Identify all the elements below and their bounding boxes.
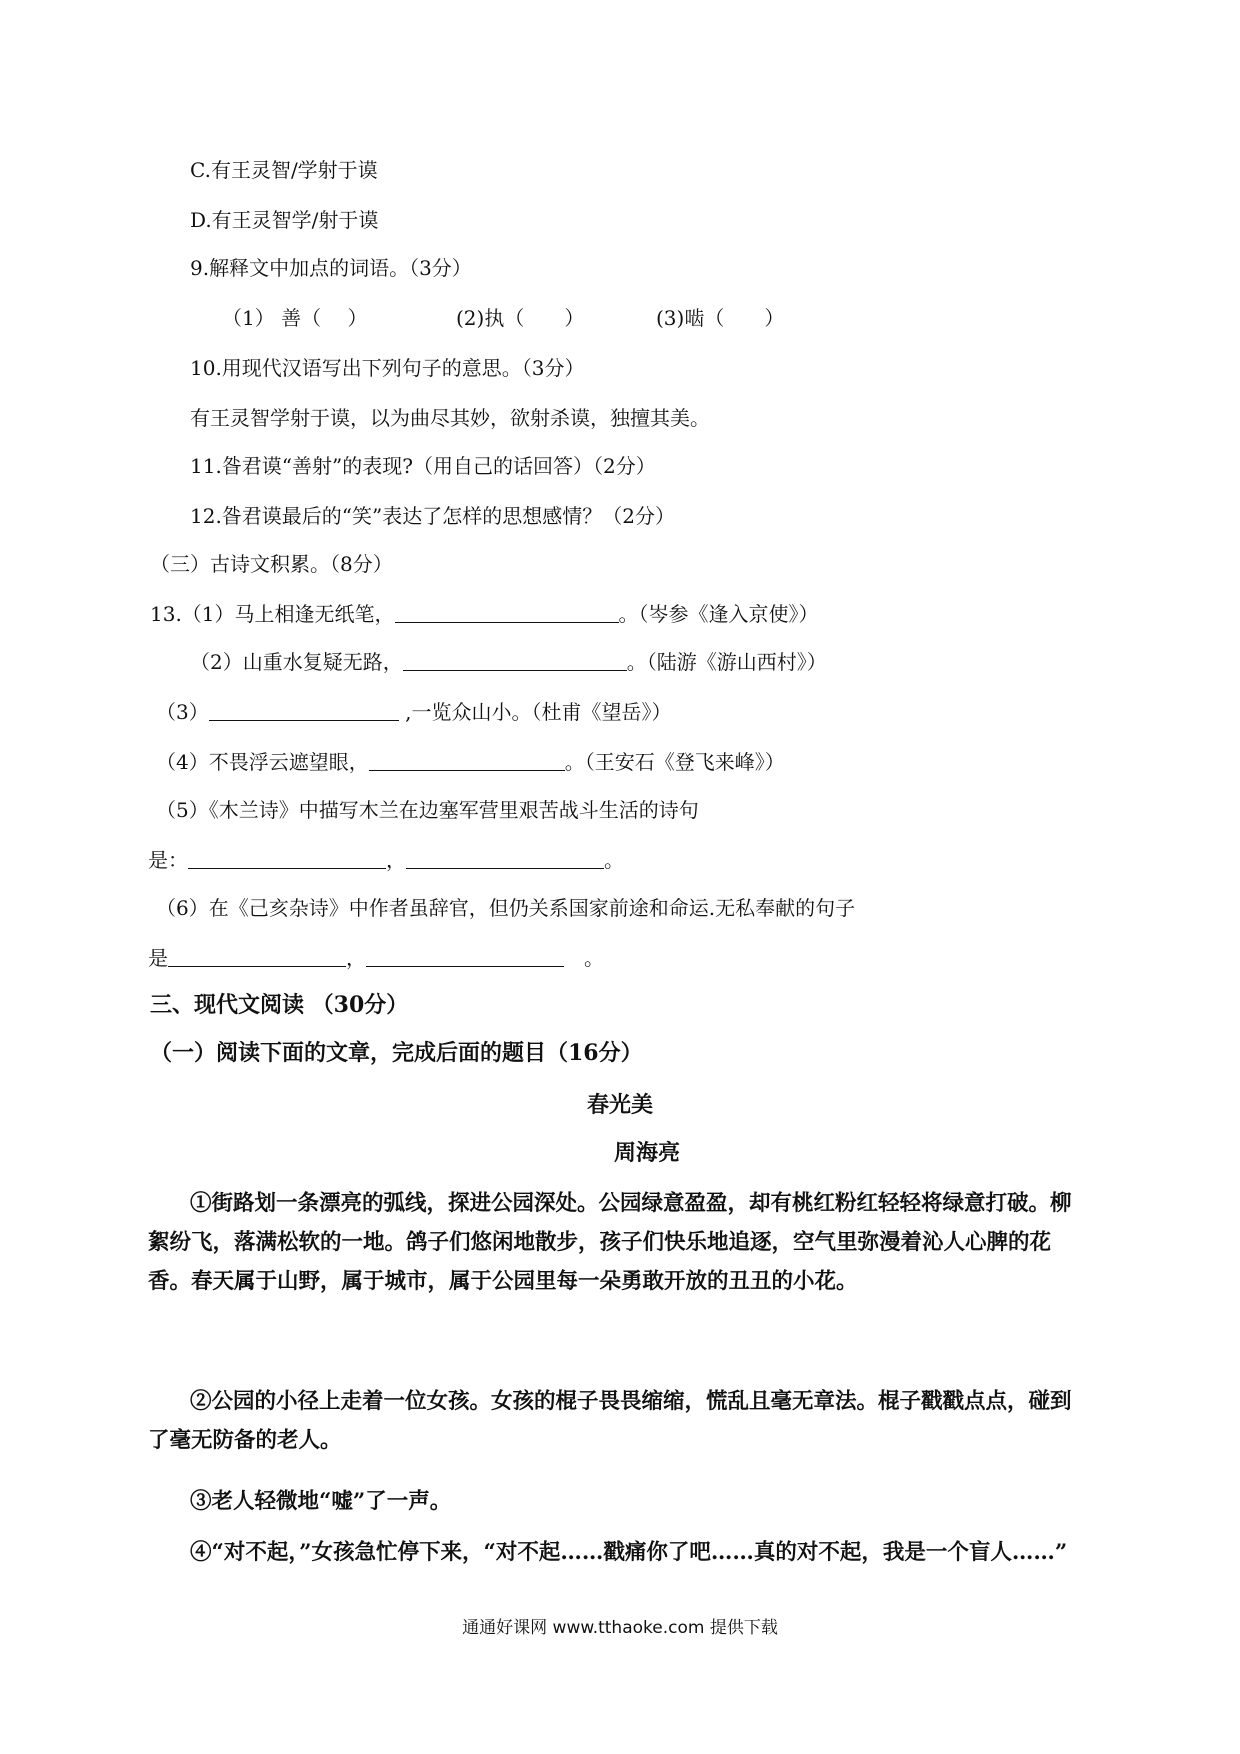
- q13-6-blank-2[interactable]: [366, 944, 564, 967]
- q10-sentence: 有王灵智学射于谟，以为曲尽其妙，欲射杀谟，独擅其美。: [190, 406, 710, 430]
- question-11: 11.昝君谟“善射”的表现?（用自己的话回答）（2分）: [190, 454, 656, 478]
- q13-2: [190, 648, 827, 676]
- article-title: 春光美: [586, 1092, 653, 1118]
- q13-5-blank-1[interactable]: [188, 846, 386, 869]
- q13-5-prefix: 是：: [148, 848, 188, 872]
- q13-3: [156, 698, 671, 726]
- q13-5-answer: [148, 846, 624, 874]
- q13-6-comma: ，: [346, 946, 366, 970]
- section-3-heading: （三）古诗文积累。（8分）: [150, 552, 393, 576]
- q13-3-blank[interactable]: [209, 698, 399, 721]
- page-footer: 通通好课网 www.tthaoke.com 提供下载: [462, 1618, 778, 1638]
- option-c: C.有王灵智/学射于谟: [190, 158, 378, 182]
- article-paragraph-4: ④“对不起，”女孩急忙停下来，“对不起……戳痛你了吧……真的对不起，我是一个盲人……”: [190, 1540, 1068, 1565]
- q13-2-prefix: （2）山重水复疑无路，: [190, 650, 403, 674]
- q13-1-suffix: 。（岑参《逢入京使》）: [618, 602, 819, 626]
- q13-3-prefix: （3）: [156, 700, 209, 724]
- q9-item-3: (3)啮（ ）: [656, 306, 785, 330]
- article-author: 周海亮: [614, 1140, 681, 1166]
- q13-5-period: 。: [604, 848, 624, 872]
- q13-6-prefix: 是: [148, 946, 168, 970]
- question-9: 9.解释文中加点的词语。（3分）: [190, 256, 472, 280]
- q13-2-suffix: 。（陆游《游山西村》）: [626, 650, 827, 674]
- q13-6-period: 。: [584, 946, 604, 970]
- q13-1: [150, 600, 819, 628]
- question-12: 12.昝君谟最后的“笑”表达了怎样的思想感情？（2分）: [190, 504, 675, 528]
- q9-item-1: （1） 善（ ）: [222, 306, 368, 330]
- article-paragraph-1: ①街路划一条漂亮的弧线，探进公园深处。公园绿意盈盈，却有桃红粉红轻轻将绿意打破。柳絮纷飞，落满松软的一地。鸽子们悠闲地散步，孩子们快乐地追逐，空气里弥漫着沁人心脾的花香。春天属于山野，属于城市，属于公园里每一朵勇敢开放的丑丑的小花。: [148, 1191, 1072, 1294]
- q13-2-blank[interactable]: [403, 648, 627, 671]
- question-10: 10.用现代汉语写出下列句子的意思。（3分）: [190, 356, 585, 380]
- section-3-title: 三、现代文阅读 （30分）: [150, 992, 409, 1018]
- q13-6-text: （6）在《己亥杂诗》中作者虽辞官，但仍关系国家前途和命运.无私奉献的句子: [156, 896, 856, 920]
- article-paragraph-2: ②公园的小径上走着一位女孩。女孩的棍子畏畏缩缩，慌乱且毫无章法。棍子戳戳点点，碰到了毫无防备的老人。: [148, 1389, 1072, 1453]
- q13-4-prefix: （4）不畏浮云遮望眼，: [156, 750, 369, 774]
- q13-3-suffix: ,一览众山小。（杜甫《望岳》）: [398, 700, 672, 724]
- q13-6-answer: [148, 944, 604, 972]
- q13-4-blank[interactable]: [369, 748, 565, 771]
- q13-6-blank-1[interactable]: [168, 944, 346, 967]
- section-3-subtitle: （一）阅读下面的文章，完成后面的题目（16分）: [150, 1040, 643, 1066]
- q13-1-blank[interactable]: [395, 600, 619, 623]
- q13-5-text: （5）《木兰诗》中描写木兰在边塞军营里艰苦战斗生活的诗句: [156, 798, 699, 822]
- option-d: D.有王灵智学/射于谟: [190, 208, 379, 232]
- q13-5-blank-2[interactable]: [406, 846, 604, 869]
- q13-1-prefix: 13.（1）马上相逢无纸笔，: [150, 602, 395, 626]
- q13-4-suffix: 。（王安石《登飞来峰》）: [564, 750, 785, 774]
- q9-item-2: (2)执（ ）: [456, 306, 585, 330]
- q13-5-comma: ，: [386, 848, 406, 872]
- q13-4: [156, 748, 785, 776]
- article-paragraph-3: ③老人轻微地“嘘”了一声。: [190, 1489, 452, 1514]
